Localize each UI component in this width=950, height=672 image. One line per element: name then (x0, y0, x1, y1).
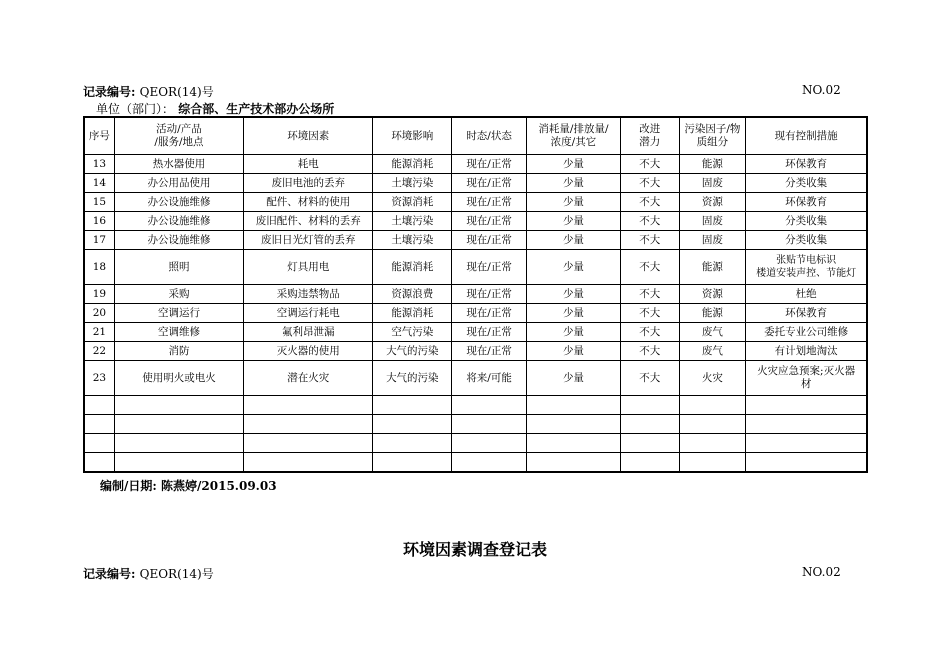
cell-seq: 19 (84, 285, 114, 304)
cell-state: 现在/正常 (452, 250, 527, 285)
cell-control: 分类收集 (746, 212, 867, 231)
record-number-label: 记录编号: (83, 567, 136, 581)
cell-state: 现在/正常 (452, 155, 527, 174)
cell-activity: 办公设施维修 (114, 193, 243, 212)
cell-control: 有计划地淘汰 (746, 342, 867, 361)
cell-pollutant: 火灾 (679, 361, 746, 396)
cell-potential: 不大 (620, 250, 679, 285)
table-row (84, 231, 867, 250)
table-row (84, 342, 867, 361)
table-row-empty (84, 396, 867, 415)
header-pollutant: 污染因子/物 质组分 (679, 117, 746, 155)
cell-impact: 空气污染 (373, 323, 452, 342)
table-header-row (84, 117, 867, 155)
cell-state: 现在/正常 (452, 323, 527, 342)
cell-state: 现在/正常 (452, 342, 527, 361)
cell-factor: 灭火器的使用 (244, 342, 373, 361)
cell-pollutant: 固废 (679, 174, 746, 193)
cell-consumption: 少量 (526, 361, 620, 396)
cell-seq: 23 (84, 361, 114, 396)
prepared-label: 编制/日期: (100, 479, 157, 493)
cell-activity: 空调运行 (114, 304, 243, 323)
cell-consumption: 少量 (526, 304, 620, 323)
cell-potential: 不大 (620, 212, 679, 231)
cell-seq: 18 (84, 250, 114, 285)
table-row (84, 285, 867, 304)
cell-state: 将来/可能 (452, 361, 527, 396)
header-state: 时态/状态 (452, 117, 527, 155)
unit-value: 综合部、生产技术部办公场所 (178, 102, 335, 116)
cell-impact: 资源消耗 (373, 193, 452, 212)
cell-state: 现在/正常 (452, 193, 527, 212)
cell-factor: 配件、材料的使用 (244, 193, 373, 212)
cell-activity: 使用明火或电火 (114, 361, 243, 396)
table-row-empty (84, 453, 867, 473)
cell-control: 杜绝 (746, 285, 867, 304)
cell-seq: 15 (84, 193, 114, 212)
header-consumption: 消耗量/排放量/ 浓度/其它 (526, 117, 620, 155)
cell-pollutant: 固废 (679, 212, 746, 231)
cell-pollutant: 资源 (679, 193, 746, 212)
cell-factor: 空调运行耗电 (244, 304, 373, 323)
table-row (84, 193, 867, 212)
cell-factor: 废旧电池的丢弃 (244, 174, 373, 193)
header-activity: 活动/产品 /服务/地点 (114, 117, 243, 155)
cell-activity: 采购 (114, 285, 243, 304)
table-row (84, 212, 867, 231)
table-row-empty (84, 415, 867, 434)
cell-potential: 不大 (620, 174, 679, 193)
cell-factor: 采购违禁物品 (244, 285, 373, 304)
cell-seq: 17 (84, 231, 114, 250)
cell-potential: 不大 (620, 155, 679, 174)
cell-impact: 能源消耗 (373, 155, 452, 174)
cell-consumption: 少量 (526, 155, 620, 174)
header-control: 现有控制措施 (746, 117, 867, 155)
record-number (83, 83, 214, 100)
record-number-2 (83, 565, 214, 582)
cell-consumption: 少量 (526, 193, 620, 212)
cell-factor: 氟利昂泄漏 (244, 323, 373, 342)
header-potential: 改进 潜力 (620, 117, 679, 155)
cell-pollutant: 废气 (679, 323, 746, 342)
unit-line (96, 100, 334, 117)
environmental-factor-table (83, 116, 868, 473)
cell-impact: 土壤污染 (373, 174, 452, 193)
cell-control: 环保教育 (746, 193, 867, 212)
cell-activity: 热水器使用 (114, 155, 243, 174)
page-title: 环境因素调查登记表 (402, 540, 547, 559)
cell-potential: 不大 (620, 231, 679, 250)
cell-activity: 办公设施维修 (114, 231, 243, 250)
cell-pollutant: 废气 (679, 342, 746, 361)
record-number-value: QEOR(14)号 (139, 567, 214, 581)
cell-factor: 废旧日光灯管的丢弃 (244, 231, 373, 250)
cell-state: 现在/正常 (452, 231, 527, 250)
cell-state: 现在/正常 (452, 285, 527, 304)
cell-activity: 照明 (114, 250, 243, 285)
cell-control: 委托专业公司维修 (746, 323, 867, 342)
table-row (84, 250, 867, 285)
prepared-value: 陈燕婷/2015.09.03 (161, 479, 277, 493)
cell-factor: 耗电 (244, 155, 373, 174)
cell-seq: 20 (84, 304, 114, 323)
cell-consumption: 少量 (526, 342, 620, 361)
cell-activity: 空调维修 (114, 323, 243, 342)
cell-seq: 13 (84, 155, 114, 174)
header-factor: 环境因素 (244, 117, 373, 155)
cell-pollutant: 能源 (679, 155, 746, 174)
cell-seq: 22 (84, 342, 114, 361)
cell-consumption: 少量 (526, 323, 620, 342)
cell-potential: 不大 (620, 304, 679, 323)
cell-consumption: 少量 (526, 212, 620, 231)
cell-impact: 能源消耗 (373, 250, 452, 285)
cell-impact: 资源浪费 (373, 285, 452, 304)
cell-impact: 土壤污染 (373, 231, 452, 250)
table-row (84, 174, 867, 193)
cell-control: 分类收集 (746, 174, 867, 193)
header-seq: 序号 (84, 117, 114, 155)
cell-impact: 大气的污染 (373, 342, 452, 361)
cell-consumption: 少量 (526, 231, 620, 250)
cell-activity: 办公用品使用 (114, 174, 243, 193)
table-row (84, 323, 867, 342)
page-number-2: NO.02 (802, 565, 841, 579)
cell-factor: 废旧配件、材料的丢弃 (244, 212, 373, 231)
table-row (84, 155, 867, 174)
page-number: NO.02 (802, 83, 841, 97)
cell-consumption: 少量 (526, 285, 620, 304)
record-number-label: 记录编号: (83, 85, 136, 99)
cell-pollutant: 能源 (679, 304, 746, 323)
unit-label: 单位（部门）： (96, 102, 175, 116)
cell-consumption: 少量 (526, 174, 620, 193)
cell-control: 火灾应急预案;灭火器 材 (746, 361, 867, 396)
cell-seq: 16 (84, 212, 114, 231)
cell-factor: 潜在火灾 (244, 361, 373, 396)
cell-impact: 能源消耗 (373, 304, 452, 323)
table-row (84, 361, 867, 396)
cell-control: 张贴节电标识 楼道安装声控、节能灯 (746, 250, 867, 285)
cell-state: 现在/正常 (452, 174, 527, 193)
cell-potential: 不大 (620, 193, 679, 212)
cell-potential: 不大 (620, 323, 679, 342)
cell-potential: 不大 (620, 285, 679, 304)
cell-pollutant: 固废 (679, 231, 746, 250)
cell-control: 环保教育 (746, 155, 867, 174)
cell-factor: 灯具用电 (244, 250, 373, 285)
cell-activity: 消防 (114, 342, 243, 361)
table-row-empty (84, 434, 867, 453)
cell-impact: 土壤污染 (373, 212, 452, 231)
cell-state: 现在/正常 (452, 212, 527, 231)
cell-potential: 不大 (620, 342, 679, 361)
cell-seq: 21 (84, 323, 114, 342)
cell-seq: 14 (84, 174, 114, 193)
cell-pollutant: 资源 (679, 285, 746, 304)
cell-potential: 不大 (620, 361, 679, 396)
cell-activity: 办公设施维修 (114, 212, 243, 231)
cell-control: 环保教育 (746, 304, 867, 323)
cell-impact: 大气的污染 (373, 361, 452, 396)
table-row (84, 304, 867, 323)
record-number-value: QEOR(14)号 (139, 85, 214, 99)
prepared-by (100, 477, 277, 494)
cell-state: 现在/正常 (452, 304, 527, 323)
cell-pollutant: 能源 (679, 250, 746, 285)
cell-consumption: 少量 (526, 250, 620, 285)
cell-control: 分类收集 (746, 231, 867, 250)
header-impact: 环境影响 (373, 117, 452, 155)
